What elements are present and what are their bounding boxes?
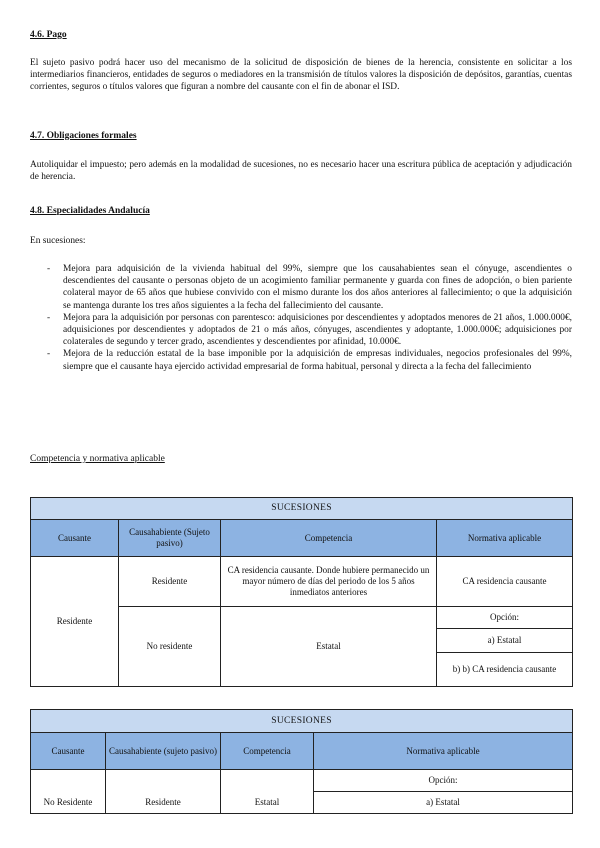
cell-competencia: Estatal: [221, 770, 314, 814]
cell-opcion: Opción:: [437, 607, 573, 629]
list-item: - Mejora para adquisición de la vivienda habitual del 99%, siempre que los causahabientes sean el cónyuge, ascendientes o descendientes del causante o personas objeto de un acogimiento familiar permanente y guarda con fines de adopción, o bien pariente colateral mayor de 65 años que hubiese convivido con el mismo durante los dos años anteriores al fallecimiento; o que la adquisición se mantenga durante los tres años siguientes a la fecha del fallecimiento del causante.: [47, 264, 572, 311]
cell-competencia: Estatal: [221, 607, 437, 687]
sucesiones-table-no-residente: [30, 709, 573, 814]
section-heading-andalucia: 4.8. Especialidades Andalucía: [30, 206, 150, 216]
list-item: - Mejora de la reducción estatal de la base imponible por la adquisición de empresas individuales, negocios profesionales del 99%, siempre que el causante haya ejercido actividad empresarial de forma habitual, personal y directa a la fecha del fallecimiento: [47, 349, 572, 372]
section-intro-andalucia: En sucesiones:: [30, 236, 86, 246]
sucesiones-table-residente: [30, 497, 573, 687]
list-item: - Mejora para la adquisición por personas con parentesco: adquisiciones por descendientes y adoptados menores de 21 años, 1.000.000€, adquisiciones por descendientes y adoptados de 21 o más años, cónyuges, ascendientes y adoptante, 1.000.000€; adquisiciones por colaterales de segundo y tercer grado, ascendientes y descendientes por afinidad, 10.000€.: [47, 312, 572, 348]
section-heading-obligaciones: 4.7. Obligaciones formales: [30, 131, 137, 141]
competencia-subtitle: Competencia y normativa aplicable: [30, 454, 165, 464]
cell-competencia: CA residencia causante. Donde hubiere permanecido un mayor número de días del periodo de los 5 años inmediatos anteriores: [221, 557, 437, 607]
header-causahabiente: Causahabiente (Sujeto pasivo): [119, 520, 221, 557]
cell-causante: No Residente: [31, 770, 106, 814]
header-normativa: Normativa aplicable: [437, 520, 573, 557]
cell-causahabiente: Residente: [119, 557, 221, 607]
cell-option-a: a) Estatal: [314, 792, 573, 814]
cell-causante: Residente: [31, 557, 119, 687]
cell-causahabiente: No residente: [119, 607, 221, 687]
table-title: SUCESIONES: [31, 498, 573, 520]
header-causante: Causante: [31, 733, 106, 770]
cell-normativa: CA residencia causante: [437, 557, 573, 607]
section-heading-pago: 4.6. Pago: [30, 30, 67, 40]
header-causahabiente: Causahabiente (sujeto pasivo): [106, 733, 221, 770]
header-competencia: Competencia: [221, 520, 437, 557]
section-text-pago: El sujeto pasivo podrá hacer uso del mecanismo de la solicitud de disposición de bienes de la herencia, consistente en solicitar a los intermediarios financieros, entidades de seguros o mediadores en la transmisión de títulos valores la disposición de depósitos, garantías, cuentas corrientes, seguros o títulos valores que figuran a nombre del causante con el fin de abonar el ISD.: [30, 58, 572, 93]
cell-opcion: Opción:: [314, 770, 573, 792]
header-normativa: Normativa aplicable: [314, 733, 573, 770]
table-title: SUCESIONES: [31, 710, 573, 733]
header-competencia: Competencia: [221, 733, 314, 770]
andalucia-bullet-list: [30, 263, 572, 373]
cell-causahabiente: Residente: [106, 770, 221, 814]
cell-option-a: a) Estatal: [437, 629, 573, 653]
cell-option-b: b) b) CA residencia causante: [437, 653, 573, 687]
header-causante: Causante: [31, 520, 119, 557]
section-text-obligaciones: Autoliquidar el impuesto; pero además en la modalidad de sucesiones, no es necesario hacer una escritura pública de aceptación y adjudicación de herencia.: [30, 160, 572, 183]
